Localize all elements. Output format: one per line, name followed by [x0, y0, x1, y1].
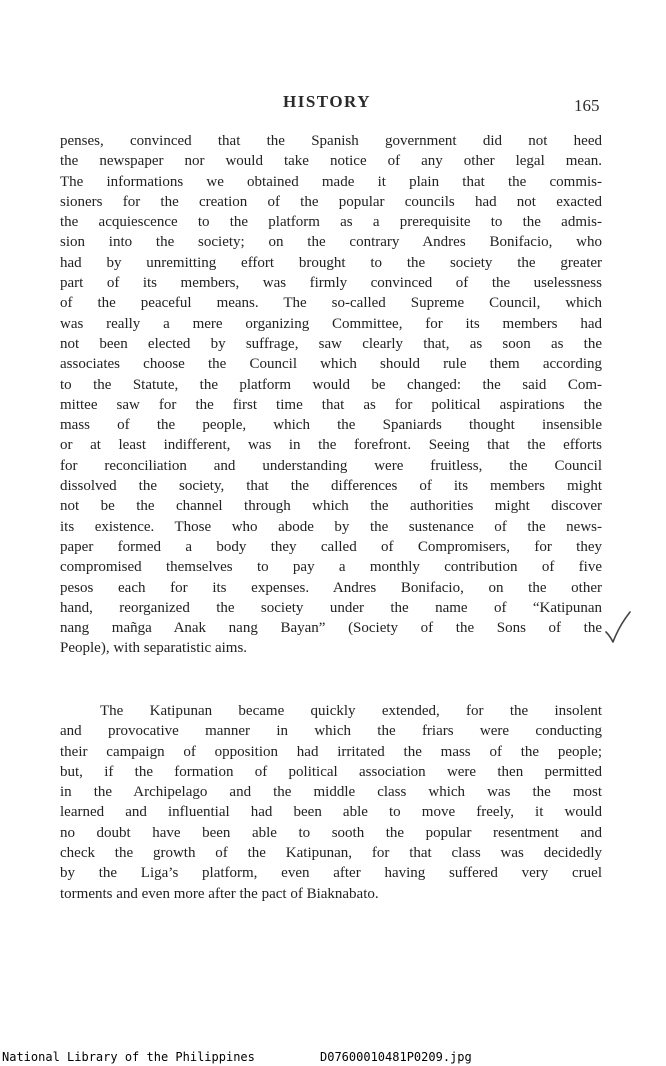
- text-line: to the Statute, the platform would be changed: the said Com-: [60, 376, 602, 393]
- text-line: nang mañga Anak nang Bayan” (Society of the Sons of the: [60, 620, 602, 637]
- text-line: People), with separatistic aims.: [60, 640, 248, 657]
- text-line: paper formed a body they called of Compromisers, for they: [60, 538, 602, 555]
- text-line: The Katipunan became quickly extended, for the insolent: [100, 703, 602, 719]
- text-line: the acquiescence to the platform as a prerequisite to the admis-: [60, 214, 602, 231]
- body-paragraph-2: [60, 701, 602, 904]
- text-line: torments and even more after the pact of Biaknabato.: [60, 885, 379, 902]
- text-line: the newspaper nor would take notice of any other legal mean.: [60, 153, 602, 170]
- text-line: its existence. Those who abode by the sustenance of the news-: [60, 518, 602, 535]
- page-number: 165: [574, 96, 600, 115]
- running-title: HISTORY: [283, 92, 372, 111]
- text-line: pesos each for its expenses. Andres Bonifacio, on the other: [60, 579, 602, 596]
- body-paragraph-1: [60, 131, 602, 659]
- text-line: and provocative manner in which the friars were conducting: [60, 723, 602, 740]
- text-line: no doubt have been able to sooth the popular resentment and: [60, 824, 602, 841]
- text-line: had by unremitting effort brought to the society the greater: [60, 254, 602, 271]
- scan-filename: D07600010481P0209.jpg: [320, 1050, 472, 1064]
- library-credit: National Library of the Philippines: [2, 1050, 255, 1064]
- text-line: was really a mere organizing Committee, for its members had: [60, 315, 602, 332]
- text-line: dissolved the society, that the differences of its members might: [60, 478, 602, 495]
- text-line: part of its members, was firmly convinced of the uselessness: [60, 275, 602, 292]
- text-line: of the peaceful means. The so-called Supreme Council, which: [60, 295, 602, 312]
- text-line: sion into the society; on the contrary Andres Bonifacio, who: [60, 234, 602, 251]
- text-line: compromised themselves to pay a monthly contribution of five: [60, 559, 602, 576]
- text-line: associates choose the Council which should rule them according: [60, 356, 602, 373]
- text-line: or at least indifferent, was in the forefront. Seeing that the efforts: [60, 437, 602, 454]
- text-line: but, if the formation of political association were then permitted: [60, 763, 602, 780]
- text-line: their campaign of opposition had irritated the mass of the people;: [60, 743, 602, 760]
- text-line: by the Liga’s platform, even after having suffered very cruel: [60, 865, 602, 882]
- text-line: The informations we obtained made it plain that the commis-: [60, 173, 602, 190]
- text-line: hand, reorganized the society under the name of “Katipunan: [60, 599, 602, 616]
- text-line: in the Archipelago and the middle class which was the most: [60, 784, 602, 801]
- text-line: penses, convinced that the Spanish government did not heed: [60, 133, 602, 149]
- text-line: mittee saw for the first time that as for political aspirations the: [60, 396, 602, 413]
- text-line: for reconciliation and understanding were fruitless, the Council: [60, 457, 602, 474]
- handwritten-check-icon: [604, 610, 632, 644]
- text-line: not been elected by suffrage, saw clearly that, as soon as the: [60, 335, 602, 352]
- text-line: sioners for the creation of the popular councils had not exacted: [60, 193, 602, 210]
- text-line: check the growth of the Katipunan, for that class was decidedly: [60, 845, 602, 862]
- text-line: learned and influential had been able to move freely, it would: [60, 804, 602, 821]
- text-line: mass of the people, which the Spaniards thought insensible: [60, 417, 602, 434]
- text-line: not be the channel through which the authorities might discover: [60, 498, 602, 515]
